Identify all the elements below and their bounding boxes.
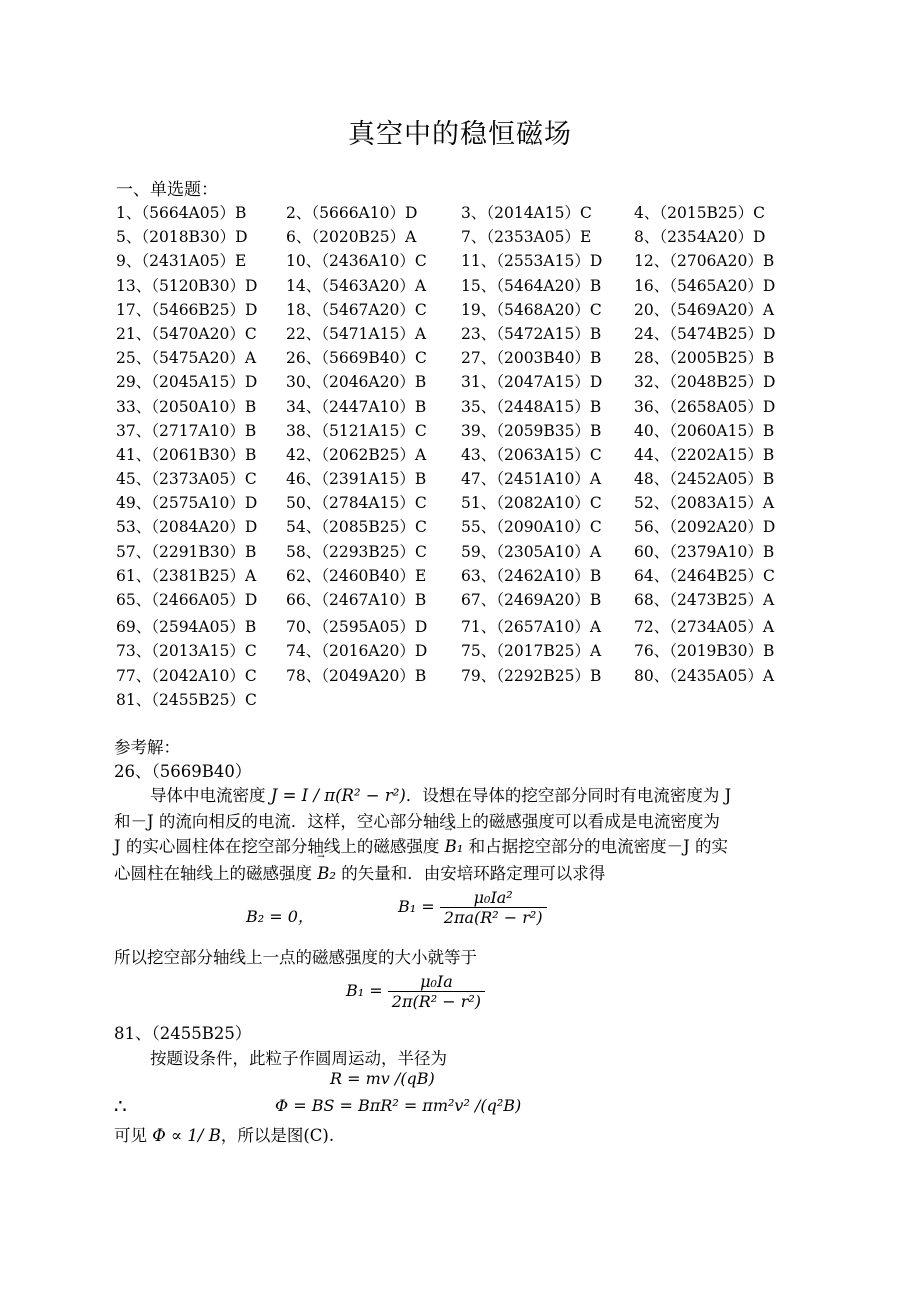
answer-item: 27、（2003B40）B xyxy=(461,349,602,368)
answer-item: 16、（5465A20）D xyxy=(634,276,776,295)
answer-item: 68、（2473B25）A xyxy=(634,591,775,609)
answer-item: 4、（2015B25）C xyxy=(634,204,766,222)
answer-item: 60、（2379A10）B xyxy=(634,542,775,561)
answer-item: 45、（2373A05）C xyxy=(116,470,257,489)
answer-item: 1、（5664A05）B xyxy=(116,204,247,222)
answer-item: 14、（5463A20）A xyxy=(286,276,427,295)
therefore-symbol: ∴ xyxy=(114,1094,127,1118)
answer-item: 50、（2784A15）C xyxy=(286,494,427,513)
answer-item: 81、（2455B25）C xyxy=(116,690,257,709)
answer-item: 36、（2658A05）D xyxy=(634,397,776,416)
answer-item: 67、（2469A20）B xyxy=(461,591,602,609)
eq-b2-zero: B₂ = 0， xyxy=(246,907,314,926)
answer-item: 64、（2464B25）C xyxy=(634,566,775,585)
eq-flux: Φ = BS = BπR² = πm²v² /(q²B) xyxy=(275,1096,522,1115)
eq-b1-lhs: B₁ = xyxy=(398,897,435,916)
answer-item: 17、（5466B25）D xyxy=(116,300,258,319)
q26-line1 xyxy=(150,782,731,806)
answer-item: 8、（2354A20）D xyxy=(634,228,766,247)
answer-item: 80、（2435A05）A xyxy=(634,666,775,685)
answer-item: 79、（2292B25）B xyxy=(461,666,602,685)
answer-item: 74、（2016A20）D xyxy=(286,642,428,661)
answer-item: 34、（2447A10）B xyxy=(286,397,427,416)
flux-proportional-eq: Φ ∝ 1/ B xyxy=(152,1126,221,1145)
q81-label: 81、（2455B25） xyxy=(114,1024,252,1043)
answer-item: 10、（2436A10）C xyxy=(286,252,427,271)
answer-item: 65、（2466A05）D xyxy=(116,591,258,609)
answer-item: 54、（2085B25）C xyxy=(286,518,427,537)
answer-item: 69、（2594A05）B xyxy=(116,618,257,637)
answer-item: 28、（2005B25）B xyxy=(634,349,775,368)
answer-item: 3、（2014A15）C xyxy=(461,204,592,222)
answer-item: 23、（5472A15）B xyxy=(461,324,602,343)
answer-item: 41、（2061B30）B xyxy=(116,445,257,464)
answer-item: 7、（2353A05）E xyxy=(461,228,592,247)
answer-item: 42、（2062B25）A xyxy=(286,445,427,464)
eq-b1-fraction xyxy=(398,888,547,927)
answer-item: 51、（2082A10）C xyxy=(461,494,602,513)
answer-item: 38、（5121A15）C xyxy=(286,421,427,440)
vector-b1: → B₁ xyxy=(445,837,464,856)
eq2-lhs: B₁ = xyxy=(346,981,383,1000)
answer-item: 32、（2048B25）D xyxy=(634,373,776,392)
q26-line3-a: J 的实心圆柱体在挖空部分轴线上的磁感强度 xyxy=(114,837,445,856)
vector-b2: → B₂ xyxy=(317,864,336,883)
q81-line2-b: ，所以是图(C). xyxy=(220,1126,335,1145)
answer-item: 35、（2448A15）B xyxy=(461,397,602,416)
q26-line3-b: 和占据挖空部分的电流密度－J 的实 xyxy=(463,837,728,856)
answer-item: 12、（2706A20）B xyxy=(634,252,775,271)
answer-item: 40、（2060A15）B xyxy=(634,421,775,440)
answer-item: 37、（2717A10）B xyxy=(116,421,257,440)
answer-item: 58、（2293B25）C xyxy=(286,542,427,561)
answer-item: 6、（2020B25）A xyxy=(286,228,417,247)
answer-item: 57、（2291B30）B xyxy=(116,542,257,561)
q26-label: 26、（5669B40） xyxy=(114,762,252,781)
q26-line4-b: 的矢量和．由安培环路定理可以求得 xyxy=(336,864,606,883)
q26-line5: 所以挖空部分轴线上一点的磁感强度的大小就等于 xyxy=(114,948,477,967)
answer-item: 11、（2553A15）D xyxy=(461,252,603,271)
answer-item: 43、（2063A15）C xyxy=(461,445,602,464)
answer-item: 73、（2013A15）C xyxy=(116,642,257,661)
answer-item: 59、（2305A10）A xyxy=(461,542,602,561)
answer-item: 47、（2451A10）A xyxy=(461,470,602,489)
eq2-denominator: 2π(R² − r²) xyxy=(388,991,485,1011)
q81-line1: 按题设条件，此粒子作圆周运动，半径为 xyxy=(150,1049,447,1068)
answer-item: 72、（2734A05）A xyxy=(634,618,775,637)
q26-line4-a: 心圆柱在轴线上的磁感强度 xyxy=(114,864,318,883)
answer-item: 30、（2046A20）B xyxy=(286,373,427,392)
answer-item: 2、（5666A10）D xyxy=(286,204,418,222)
eq-b1-numerator: μ₀Ia² xyxy=(473,888,513,907)
answer-item: 29、（2045A15）D xyxy=(116,373,258,392)
section-title: 一、单选题： xyxy=(116,180,218,200)
answer-item: 71、（2657A10）A xyxy=(461,618,602,637)
answer-item: 31、（2047A15）D xyxy=(461,373,603,392)
eq2-numerator: μ₀Ia xyxy=(420,972,453,991)
answer-item: 44、（2202A15）B xyxy=(634,445,775,464)
q26-line3 xyxy=(114,833,728,857)
current-density-eq: J = I / π(R² − r²) xyxy=(270,786,406,805)
answer-item: 24、（5474B25）D xyxy=(634,324,776,343)
answer-item: 76、（2019B30）B xyxy=(634,642,775,661)
answer-item: 25、（5475A20）A xyxy=(116,349,257,368)
answer-item: 15、（5464A20）B xyxy=(461,276,602,295)
answer-item: 21、（5470A20）C xyxy=(116,324,257,343)
answer-item: 13、（5120B30）D xyxy=(116,276,258,295)
q81-line2-a: 可见 xyxy=(114,1126,153,1145)
answer-item: 22、（5471A15）A xyxy=(286,324,427,343)
answer-item: 75、（2017B25）A xyxy=(461,642,602,661)
answer-item: 48、（2452A05）B xyxy=(634,470,775,489)
answer-item: 77、（2042A10）C xyxy=(116,666,257,685)
page-title: 真空中的稳恒磁场 xyxy=(348,119,572,150)
eq-b1-result xyxy=(346,972,485,1011)
q81-line2 xyxy=(114,1122,334,1146)
answer-item: 66、（2467A10）B xyxy=(286,591,427,609)
answer-item: 26、（5669B40）C xyxy=(286,349,427,368)
answer-item: 39、（2059B35）B xyxy=(461,421,602,440)
q26-line1-b: ．设想在导体的挖空部分同时有电流密度为 J xyxy=(405,786,732,805)
q26-line4 xyxy=(114,860,605,884)
q26-line1-a: 导体中电流密度 xyxy=(150,786,271,805)
answer-item: 62、（2460B40）E xyxy=(286,566,427,585)
answer-item: 56、（2092A20）D xyxy=(634,518,776,537)
answer-item: 61、（2381B25）A xyxy=(116,566,257,585)
eq-radius: R = mv /(qB) xyxy=(330,1069,435,1088)
answer-item: 78、（2049A20）B xyxy=(286,666,427,685)
eq-b1-denominator: 2πa(R² − r²) xyxy=(440,907,547,927)
answer-item: 9、（2431A05）E xyxy=(116,252,247,271)
answer-item: 18、（5467A20）C xyxy=(286,300,427,319)
answer-item: 70、（2595A05）D xyxy=(286,618,428,637)
answer-item: 20、（5469A20）A xyxy=(634,300,775,319)
answer-item: 33、（2050A10）B xyxy=(116,397,257,416)
answer-item: 52、（2083A15）A xyxy=(634,494,775,513)
q26-line2: 和－J 的流向相反的电流．这样，空心部分轴线上的磁感强度可以看成是电流密度为 xyxy=(114,812,720,831)
answer-item: 53、（2084A20）D xyxy=(116,518,258,537)
answer-item: 49、（2575A10）D xyxy=(116,494,258,513)
answer-item: 19、（5468A20）C xyxy=(461,300,602,319)
answer-item: 5、（2018B30）D xyxy=(116,228,248,247)
answer-item: 55、（2090A10）C xyxy=(461,518,602,537)
answer-item: 46、（2391A15）B xyxy=(286,470,427,489)
answer-item: 63、（2462A10）B xyxy=(461,566,602,585)
reference-heading: 参考解： xyxy=(114,738,180,757)
